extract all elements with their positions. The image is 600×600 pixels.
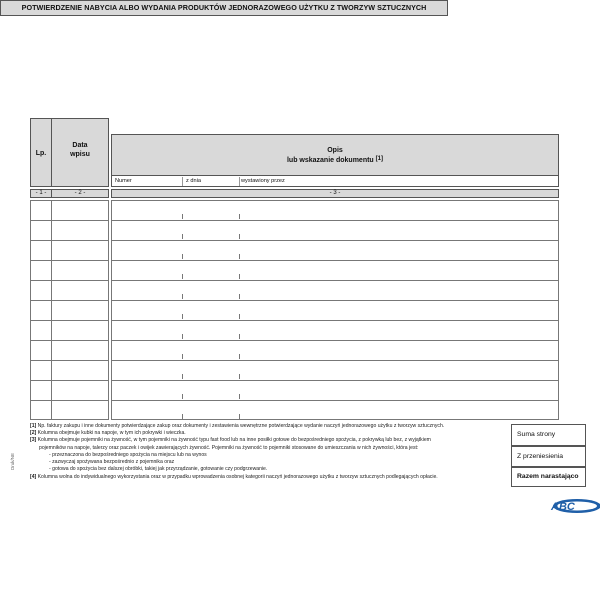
header-data-cell (51, 118, 109, 187)
table-row-line (51, 340, 109, 341)
table-row-line (111, 400, 559, 401)
opis-label: Opis (327, 147, 343, 154)
opis-sublabel-wrap (112, 156, 558, 164)
table-row-line (111, 300, 559, 301)
cell-divider-tick (239, 234, 240, 239)
sub-wystawiony: wystawiony przez (241, 178, 285, 184)
table-row-line (51, 400, 109, 401)
table-row-line (111, 220, 559, 221)
form-title: POTWIERDZENIE NABYCIA ALBO WYDANIA PRODUKTÓW JEDNORAZOWEGO UŻYTKU Z TWORZYW SZTUCZNYCH (0, 0, 448, 16)
cell-divider-tick (239, 394, 240, 399)
footnote-line: [3] Kolumna obejmuje pojemniki na żywność, w tym pojemniki na żywność typu fast food lub na inne posiłki gotowe do bezpośredniego spożycia, z pokrywką lub bez, z wyjątkiem (30, 437, 431, 444)
cell-divider-tick (239, 374, 240, 379)
razem-label: Razem narastająco (517, 473, 579, 480)
header-subrow (111, 175, 559, 187)
sub-z-dnia: z dnia (186, 178, 201, 184)
table-row-line (51, 360, 109, 361)
body-col-opis (111, 200, 559, 420)
table-row-line (51, 220, 109, 221)
table-row-line (30, 240, 52, 241)
table-row-line (51, 240, 109, 241)
cell-divider-tick (239, 414, 240, 419)
cell-divider-tick (182, 254, 183, 259)
summary-razem[interactable] (511, 467, 586, 487)
cell-divider-tick (182, 234, 183, 239)
summary-z-przeniesienia[interactable] (511, 446, 586, 467)
header-lp-cell (30, 118, 52, 187)
footnote-line: - przeznaczona do bezpośredniego spożycia na miejscu lub na wynos (49, 451, 207, 458)
cell-divider-tick (239, 334, 240, 339)
footnote-line: [1] Np. faktury zakupu i inne dokumenty potwierdzające zakup oraz dokumenty i zestawienia wewnętrzne potwierdzające wydanie naczyń jednorazowego użytku z tworzyw sztucznych. (30, 423, 445, 429)
table-row-line (30, 340, 52, 341)
colnum-3: - 3 - (111, 189, 559, 198)
cell-divider-tick (239, 354, 240, 359)
summary-suma-strony[interactable] (511, 424, 586, 446)
header-lp-label: Lp. (35, 150, 47, 157)
footnote-line: - gotowa do spożycia bez dalszej obróbki, takiej jak przyrządzanie, gotowanie czy podgrzewanie. (49, 466, 268, 473)
colnum-2: - 2 - (51, 189, 109, 198)
table-row-line (111, 380, 559, 381)
opis-sublabel: lub wskazanie dokumentu (286, 157, 374, 164)
cell-divider-tick (239, 314, 240, 319)
table-row-line (30, 380, 52, 381)
cell-divider-tick (239, 274, 240, 279)
sub-numer: Numer (115, 178, 132, 184)
table-row-line (111, 280, 559, 281)
table-row-line (111, 260, 559, 261)
footnote-line: [2] Kolumna obejmuje kubki na napoje, w tym ich pokrywki i wieczka. (30, 430, 186, 437)
opis-footnote-ref: [1] (375, 156, 384, 162)
table-row-line (30, 260, 52, 261)
table-row-line (51, 380, 109, 381)
side-code: Druk/NE (10, 452, 15, 470)
body-col-data (51, 200, 109, 420)
cell-divider-tick (182, 394, 183, 399)
footnote-line: - zazwyczaj spożywana bezpośrednio z pojemnika oraz (49, 459, 175, 465)
header-opis-cell (111, 134, 559, 176)
table-row-line (30, 320, 52, 321)
body-col-lp (30, 200, 52, 420)
table-row-line (51, 280, 109, 281)
z-przeniesienia-label: Z przeniesienia (517, 453, 564, 460)
cell-divider-tick (182, 414, 183, 419)
table-row-line (51, 320, 109, 321)
header-data-label-2: wpisu (70, 151, 90, 158)
abc-logo (543, 497, 600, 515)
table-row-line (30, 220, 52, 221)
cell-divider-tick (182, 334, 183, 339)
table-row-line (30, 300, 52, 301)
suma-strony-label: Suma strony (517, 431, 556, 438)
cell-divider-tick (182, 214, 183, 219)
colnum-1: - 1 - (30, 189, 52, 198)
header-data-label-1: Data (72, 142, 88, 149)
footnote-line: [4] Kolumna wolna do indywidualnego wykorzystania oraz w przypadku wprowadzenia osobnej kategorii naczyń jednorazowego użytku z tworzyw sztucznych podlegających opłacie. (30, 474, 438, 480)
table-row-line (111, 360, 559, 361)
cell-divider-tick (182, 294, 183, 299)
cell-divider-tick (239, 254, 240, 259)
table-row-line (111, 240, 559, 241)
logo-text: ABC (551, 501, 575, 513)
cell-divider-tick (182, 354, 183, 359)
table-row-line (30, 400, 52, 401)
cell-divider-tick (239, 294, 240, 299)
cell-divider-tick (239, 214, 240, 219)
table-row-line (111, 320, 559, 321)
table-row-line (51, 300, 109, 301)
cell-divider-tick (182, 274, 183, 279)
cell-divider-tick (182, 314, 183, 319)
table-row-line (30, 280, 52, 281)
footnote-line: pojemników na napoje, talerzy oraz paczek i owijek zawierających żywność. Pojemniki na żywność to pojemniki stosowane do umieszczania w nich żywności, która jest: (39, 444, 419, 451)
table-row-line (30, 360, 52, 361)
table-row-line (51, 260, 109, 261)
table-row-line (111, 340, 559, 341)
cell-divider-tick (182, 374, 183, 379)
